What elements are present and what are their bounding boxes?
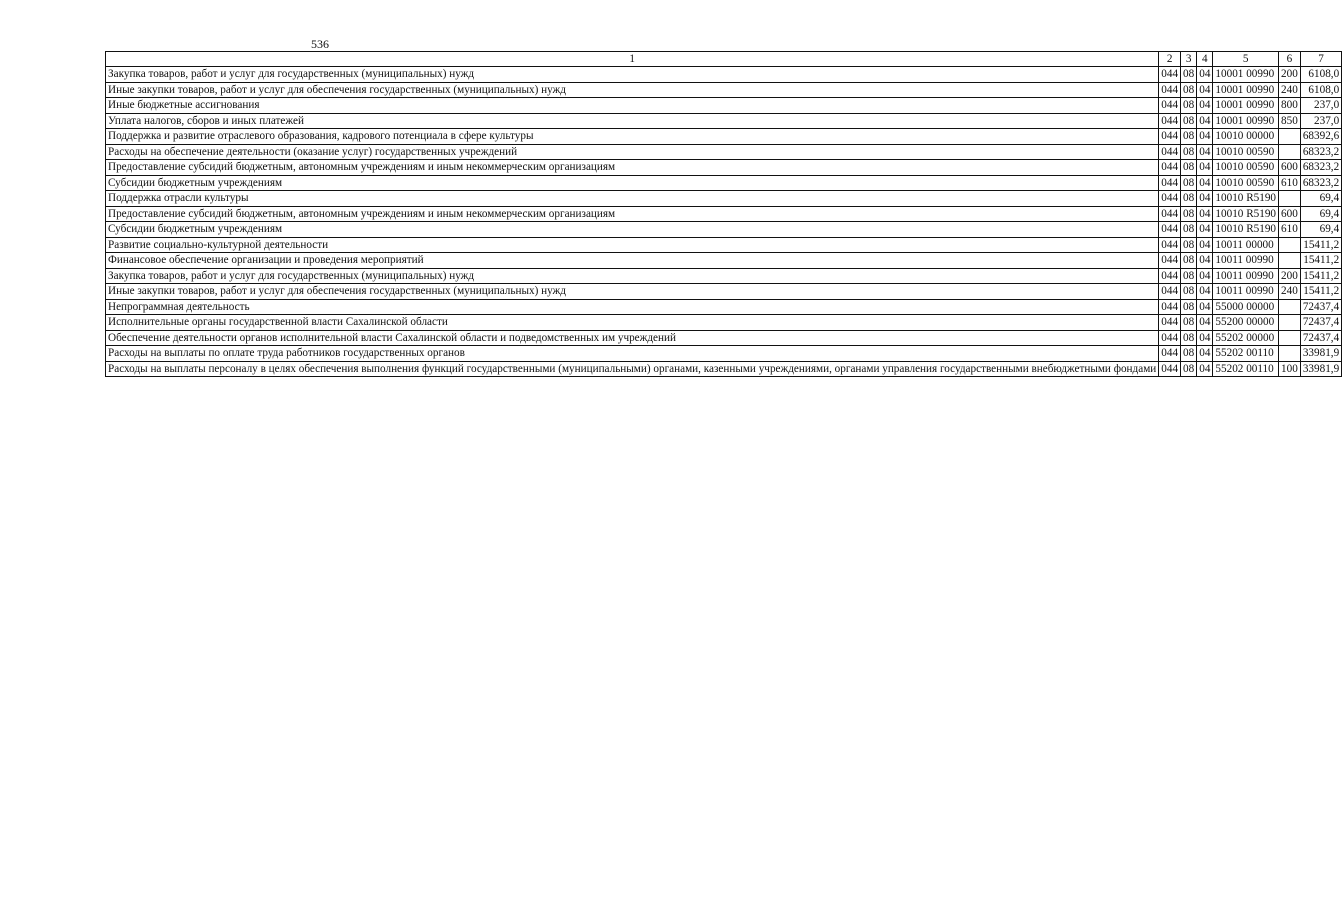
row-expense-type <box>1279 191 1301 207</box>
row-subsection: 04 <box>1197 175 1213 191</box>
header-col-1: 1 <box>106 52 1159 67</box>
row-name: Уплата налогов, сборов и иных платежей <box>106 113 1159 129</box>
table-row <box>106 67 1342 83</box>
row-amount: 237,0 <box>1300 98 1341 114</box>
row-section: 08 <box>1181 268 1197 284</box>
row-target-article: 10010 R5190 <box>1213 191 1279 207</box>
row-target-article: 55202 00110 <box>1213 361 1279 377</box>
row-subsection: 04 <box>1197 268 1213 284</box>
row-amount: 237,0 <box>1300 113 1341 129</box>
table-row <box>106 160 1342 176</box>
header-col-5: 5 <box>1213 52 1279 67</box>
row-name: Иные закупки товаров, работ и услуг для обеспечения государственных (муниципальных) нужд <box>106 82 1159 98</box>
row-amount: 69,4 <box>1300 191 1341 207</box>
row-section: 08 <box>1181 191 1197 207</box>
row-amount: 68323,2 <box>1300 175 1341 191</box>
row-section: 08 <box>1181 129 1197 145</box>
row-expense-type: 600 <box>1279 160 1301 176</box>
table-row <box>106 268 1342 284</box>
row-code: 044 <box>1159 206 1181 222</box>
row-subsection: 04 <box>1197 129 1213 145</box>
table-row <box>106 253 1342 269</box>
row-expense-type: 200 <box>1279 67 1301 83</box>
row-amount: 6108,0 <box>1300 82 1341 98</box>
table-row <box>106 299 1342 315</box>
row-expense-type: 610 <box>1279 175 1301 191</box>
row-target-article: 10010 00590 <box>1213 175 1279 191</box>
row-subsection: 04 <box>1197 191 1213 207</box>
row-section: 08 <box>1181 206 1197 222</box>
row-subsection: 04 <box>1197 222 1213 238</box>
row-subsection: 04 <box>1197 315 1213 331</box>
table-row <box>106 191 1342 207</box>
row-code: 044 <box>1159 82 1181 98</box>
table-row <box>106 237 1342 253</box>
row-section: 08 <box>1181 113 1197 129</box>
header-col-2: 2 <box>1159 52 1181 67</box>
row-section: 08 <box>1181 253 1197 269</box>
table-row <box>106 315 1342 331</box>
row-section: 08 <box>1181 315 1197 331</box>
row-amount: 15411,2 <box>1300 268 1341 284</box>
row-expense-type: 100 <box>1279 361 1301 377</box>
table-row <box>106 175 1342 191</box>
row-code: 044 <box>1159 191 1181 207</box>
row-expense-type <box>1279 129 1301 145</box>
row-section: 08 <box>1181 299 1197 315</box>
row-code: 044 <box>1159 330 1181 346</box>
row-subsection: 04 <box>1197 361 1213 377</box>
row-name: Субсидии бюджетным учреждениям <box>106 222 1159 238</box>
row-subsection: 04 <box>1197 253 1213 269</box>
row-expense-type: 600 <box>1279 206 1301 222</box>
row-subsection: 04 <box>1197 82 1213 98</box>
header-col-6: 6 <box>1279 52 1301 67</box>
row-target-article: 10010 00000 <box>1213 129 1279 145</box>
row-amount: 72437,4 <box>1300 315 1341 331</box>
row-target-article: 10011 00000 <box>1213 237 1279 253</box>
row-expense-type <box>1279 330 1301 346</box>
row-subsection: 04 <box>1197 346 1213 362</box>
row-amount: 33981,9 <box>1300 361 1341 377</box>
row-code: 044 <box>1159 346 1181 362</box>
row-target-article: 10011 00990 <box>1213 284 1279 300</box>
row-amount: 68323,2 <box>1300 144 1341 160</box>
row-subsection: 04 <box>1197 160 1213 176</box>
row-expense-type: 240 <box>1279 82 1301 98</box>
row-target-article: 55000 00000 <box>1213 299 1279 315</box>
row-code: 044 <box>1159 144 1181 160</box>
row-code: 044 <box>1159 98 1181 114</box>
row-amount: 15411,2 <box>1300 253 1341 269</box>
row-name: Субсидии бюджетным учреждениям <box>106 175 1159 191</box>
row-code: 044 <box>1159 222 1181 238</box>
row-subsection: 04 <box>1197 299 1213 315</box>
row-section: 08 <box>1181 330 1197 346</box>
table-row <box>106 129 1342 145</box>
table-row <box>106 361 1342 377</box>
table-row <box>106 330 1342 346</box>
row-name: Иные бюджетные ассигнования <box>106 98 1159 114</box>
table-row <box>106 144 1342 160</box>
row-target-article: 10010 00590 <box>1213 144 1279 160</box>
row-section: 08 <box>1181 67 1197 83</box>
row-target-article: 55202 00110 <box>1213 346 1279 362</box>
row-name: Поддержка отрасли культуры <box>106 191 1159 207</box>
row-target-article: 10010 R5190 <box>1213 222 1279 238</box>
row-code: 044 <box>1159 67 1181 83</box>
header-row <box>106 52 1342 67</box>
row-subsection: 04 <box>1197 284 1213 300</box>
row-target-article: 10001 00990 <box>1213 113 1279 129</box>
table-row <box>106 113 1342 129</box>
row-amount: 6108,0 <box>1300 67 1341 83</box>
row-expense-type <box>1279 253 1301 269</box>
row-section: 08 <box>1181 160 1197 176</box>
row-code: 044 <box>1159 299 1181 315</box>
table-row <box>106 284 1342 300</box>
row-section: 08 <box>1181 237 1197 253</box>
row-code: 044 <box>1159 284 1181 300</box>
header-col-3: 3 <box>1181 52 1197 67</box>
row-section: 08 <box>1181 144 1197 160</box>
table-row <box>106 346 1342 362</box>
table-row <box>106 222 1342 238</box>
row-target-article: 10001 00990 <box>1213 98 1279 114</box>
row-name: Поддержка и развитие отраслевого образования, кадрового потенциала в сфере культуры <box>106 129 1159 145</box>
row-expense-type <box>1279 346 1301 362</box>
row-subsection: 04 <box>1197 330 1213 346</box>
row-section: 08 <box>1181 175 1197 191</box>
row-section: 08 <box>1181 98 1197 114</box>
row-name: Расходы на выплаты персоналу в целях обеспечения выполнения функций государственными (муниципальными) органами, казенными учреждениями, органами управления государственными внебюджетными фондами <box>106 361 1159 377</box>
row-code: 044 <box>1159 253 1181 269</box>
budget-table <box>105 51 1342 377</box>
row-name: Расходы на обеспечение деятельности (оказание услуг) государственных учреждений <box>106 144 1159 160</box>
row-section: 08 <box>1181 82 1197 98</box>
row-expense-type <box>1279 237 1301 253</box>
row-amount: 69,4 <box>1300 222 1341 238</box>
row-subsection: 04 <box>1197 206 1213 222</box>
row-target-article: 10010 00590 <box>1213 160 1279 176</box>
row-subsection: 04 <box>1197 67 1213 83</box>
row-code: 044 <box>1159 175 1181 191</box>
row-name: Предоставление субсидий бюджетным, автономным учреждениям и иным некоммерческим организациям <box>106 206 1159 222</box>
row-target-article: 10011 00990 <box>1213 268 1279 284</box>
header-col-7: 7 <box>1300 52 1341 67</box>
row-amount: 15411,2 <box>1300 284 1341 300</box>
row-name: Предоставление субсидий бюджетным, автономным учреждениям и иным некоммерческим организациям <box>106 160 1159 176</box>
table-body <box>106 67 1342 377</box>
page-number: 536 <box>311 37 329 51</box>
row-code: 044 <box>1159 160 1181 176</box>
row-name: Иные закупки товаров, работ и услуг для обеспечения государственных (муниципальных) нужд <box>106 284 1159 300</box>
row-target-article: 55200 00000 <box>1213 315 1279 331</box>
row-subsection: 04 <box>1197 113 1213 129</box>
row-name: Финансовое обеспечение организации и проведения мероприятий <box>106 253 1159 269</box>
row-code: 044 <box>1159 129 1181 145</box>
row-expense-type: 610 <box>1279 222 1301 238</box>
row-section: 08 <box>1181 284 1197 300</box>
row-expense-type: 850 <box>1279 113 1301 129</box>
row-code: 044 <box>1159 113 1181 129</box>
row-section: 08 <box>1181 346 1197 362</box>
row-amount: 33981,9 <box>1300 346 1341 362</box>
row-expense-type: 800 <box>1279 98 1301 114</box>
row-name: Обеспечение деятельности органов исполнительной власти Сахалинской области и подведомственных им учреждений <box>106 330 1159 346</box>
row-name: Закупка товаров, работ и услуг для государственных (муниципальных) нужд <box>106 67 1159 83</box>
row-subsection: 04 <box>1197 144 1213 160</box>
row-target-article: 55202 00000 <box>1213 330 1279 346</box>
row-name: Закупка товаров, работ и услуг для государственных (муниципальных) нужд <box>106 268 1159 284</box>
row-amount: 68392,6 <box>1300 129 1341 145</box>
row-expense-type <box>1279 299 1301 315</box>
table-header <box>106 52 1342 67</box>
row-subsection: 04 <box>1197 237 1213 253</box>
row-name: Непрограммная деятельность <box>106 299 1159 315</box>
row-expense-type <box>1279 315 1301 331</box>
row-amount: 15411,2 <box>1300 237 1341 253</box>
table-row <box>106 98 1342 114</box>
row-expense-type <box>1279 144 1301 160</box>
row-code: 044 <box>1159 361 1181 377</box>
row-amount: 72437,4 <box>1300 299 1341 315</box>
row-section: 08 <box>1181 222 1197 238</box>
row-name: Исполнительные органы государственной власти Сахалинской области <box>106 315 1159 331</box>
header-col-4: 4 <box>1197 52 1213 67</box>
row-code: 044 <box>1159 268 1181 284</box>
row-target-article: 10010 R5190 <box>1213 206 1279 222</box>
row-target-article: 10011 00990 <box>1213 253 1279 269</box>
row-amount: 69,4 <box>1300 206 1341 222</box>
row-amount: 72437,4 <box>1300 330 1341 346</box>
row-expense-type: 200 <box>1279 268 1301 284</box>
row-amount: 68323,2 <box>1300 160 1341 176</box>
row-section: 08 <box>1181 361 1197 377</box>
table-row <box>106 206 1342 222</box>
row-subsection: 04 <box>1197 98 1213 114</box>
row-target-article: 10001 00990 <box>1213 82 1279 98</box>
row-name: Развитие социально-культурной деятельности <box>106 237 1159 253</box>
table-row <box>106 82 1342 98</box>
row-name: Расходы на выплаты по оплате труда работников государственных органов <box>106 346 1159 362</box>
row-expense-type: 240 <box>1279 284 1301 300</box>
row-code: 044 <box>1159 237 1181 253</box>
row-target-article: 10001 00990 <box>1213 67 1279 83</box>
row-code: 044 <box>1159 315 1181 331</box>
